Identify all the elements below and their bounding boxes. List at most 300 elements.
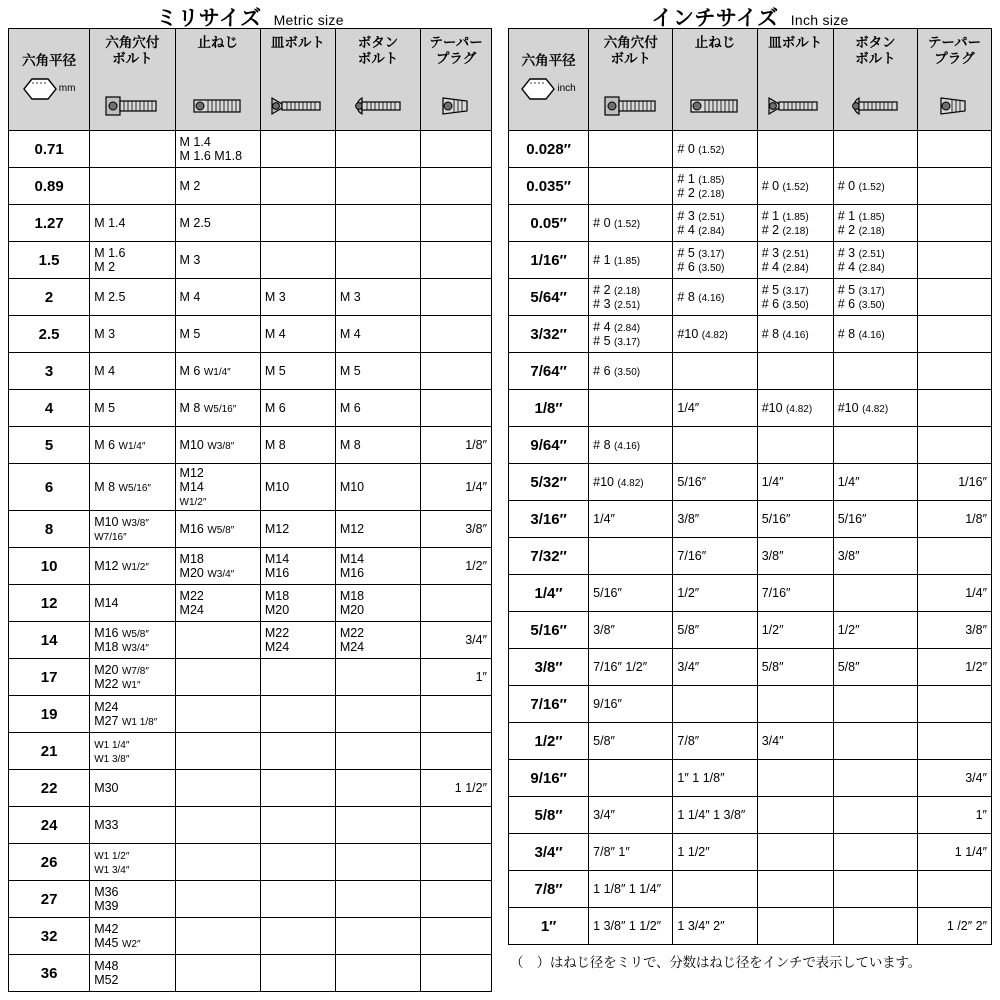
cell-flat-head-screw (757, 834, 833, 871)
table-row (509, 871, 992, 908)
cell-socket-head-cap-screw (90, 511, 175, 548)
cell-line: M24 (264, 640, 290, 655)
cell-line: 1/16″ (958, 475, 987, 489)
cell-socket-head-cap-screw (90, 131, 175, 168)
cell-socket-head-cap-screw (589, 871, 673, 908)
cell-taper-plug (421, 464, 492, 511)
cell-set-screw (673, 834, 757, 871)
inch-title-en: Inch size (790, 12, 849, 28)
cell-socket-head-cap-screw (589, 612, 673, 649)
cell-button-head-screw (335, 279, 420, 316)
cell-line: 3/4″ (593, 808, 615, 822)
cell-taper-plug (421, 955, 492, 992)
inch-table-body (509, 131, 992, 945)
cell-line: 1/4″ (593, 512, 615, 526)
cell-line: M52 (94, 973, 119, 988)
cell-line: # 0 (1.52) (593, 215, 641, 230)
cell-button-head-screw (335, 511, 420, 548)
cell-socket-head-cap-screw (90, 353, 175, 390)
cell-line: 7/16″ (761, 586, 791, 600)
cell-line: M45 W2″ (94, 936, 141, 951)
cell-hex-width: 1/8″ (509, 390, 589, 427)
cell-line: 9/16″ (593, 697, 622, 711)
cell-socket-head-cap-screw (90, 464, 175, 511)
cell-flat-head-screw (757, 205, 833, 242)
cell-set-screw (175, 955, 260, 992)
cell-line: M 1.4 (179, 135, 211, 149)
cell-line: # 5 (3.17) (593, 334, 641, 348)
cell-button-head-screw (833, 279, 917, 316)
table-row (9, 279, 492, 316)
cell-set-screw (673, 316, 757, 353)
cell-taper-plug (421, 844, 492, 881)
table-row (509, 538, 992, 575)
cell-flat-head-screw (260, 696, 335, 733)
cell-set-screw (175, 427, 260, 464)
cell-set-screw (175, 844, 260, 881)
cell-line: # 6 (3.50) (837, 297, 885, 311)
cell-line: # 4 (2.84) (677, 223, 725, 237)
cell-line: 3/4″ (677, 660, 700, 674)
table-row (9, 622, 492, 659)
cell-button-head-screw (833, 205, 917, 242)
cell-line: 1/8″ (465, 438, 487, 452)
cell-socket-head-cap-screw (90, 844, 175, 881)
cell-button-head-screw (335, 881, 420, 918)
cell-line: #10 (4.82) (677, 326, 728, 341)
cell-flat-head-screw (260, 918, 335, 955)
table-row (9, 844, 492, 881)
cell-line: M 4 (339, 327, 361, 341)
cell-button-head-screw (833, 834, 917, 871)
cell-set-screw (175, 585, 260, 622)
cell-hex-width: 5/64″ (509, 279, 589, 316)
header-label: 六角平径 (22, 53, 77, 69)
cell-flat-head-screw (757, 279, 833, 316)
cell-socket-head-cap-screw (589, 427, 673, 464)
header-label: 止ねじ (694, 35, 736, 50)
cell-line: 1″ (475, 670, 487, 685)
table-row (509, 723, 992, 760)
table-row (9, 131, 492, 168)
cell-flat-head-screw (260, 585, 335, 622)
header-unit: inch (557, 83, 576, 94)
cell-button-head-screw (833, 797, 917, 834)
table-row (9, 353, 492, 390)
cell-line: 1/4″ (837, 475, 860, 489)
cell-socket-head-cap-screw (589, 797, 673, 834)
cell-line: # 8 (4.16) (677, 289, 725, 304)
cell-button-head-screw (335, 316, 420, 353)
cell-line: M16 W5/8″ (94, 626, 149, 640)
cell-set-screw (673, 501, 757, 538)
cell-taper-plug (917, 723, 991, 760)
table-row (9, 316, 492, 353)
cell-set-screw (175, 511, 260, 548)
header-label: 止ねじ (197, 35, 238, 50)
table-row (9, 770, 492, 807)
cell-line: W1 1/4″ (94, 740, 130, 751)
cell-socket-head-cap-screw (90, 622, 175, 659)
cell-line: # 3 (2.51) (761, 245, 809, 260)
header-label-line2: ボルト (112, 50, 153, 66)
cell-line: #10 (4.82) (837, 400, 889, 415)
cell-line: # 2 (2.18) (593, 282, 641, 297)
inch-title-row (508, 0, 992, 28)
header-hex-width (9, 29, 90, 131)
table-row (509, 242, 992, 279)
table-row (509, 760, 992, 797)
cell-line: # 1 (1.85) (677, 171, 725, 186)
cell-line: M16 (264, 566, 290, 581)
table-row (9, 918, 492, 955)
cell-button-head-screw (833, 427, 917, 464)
cell-flat-head-screw (757, 575, 833, 612)
inch-title-jp: インチサイズ (651, 7, 779, 30)
cell-flat-head-screw (260, 316, 335, 353)
socket-head-cap-screw-icon (603, 93, 659, 122)
metric-table-body (9, 131, 492, 992)
header-label-line2: ボルト (610, 50, 652, 66)
cell-hex-width: 3 (9, 353, 90, 390)
cell-set-screw (175, 770, 260, 807)
cell-set-screw (673, 871, 757, 908)
cell-taper-plug (421, 390, 492, 427)
cell-set-screw (175, 390, 260, 427)
cell-taper-plug (421, 918, 492, 955)
cell-hex-width: 5/16″ (509, 612, 589, 649)
table-row (9, 205, 492, 242)
cell-button-head-screw (833, 723, 917, 760)
cell-line: 5/16″ (761, 512, 791, 526)
table-row (509, 427, 992, 464)
cell-taper-plug (421, 511, 492, 548)
cell-set-screw (673, 649, 757, 686)
cell-set-screw (175, 464, 260, 511)
cell-flat-head-screw (260, 844, 335, 881)
cell-hex-width: 1/4″ (509, 575, 589, 612)
button-head-screw-icon (350, 93, 406, 122)
table-row (509, 279, 992, 316)
cell-taper-plug (917, 242, 991, 279)
cell-hex-width: 10 (9, 548, 90, 585)
cell-line: W1/2″ (179, 497, 207, 508)
cell-hex-width: 24 (9, 807, 90, 844)
cell-socket-head-cap-screw (90, 881, 175, 918)
cell-set-screw (175, 205, 260, 242)
cell-socket-head-cap-screw (589, 686, 673, 723)
cell-line: 1 1/8″ 1 1/4″ (593, 882, 662, 896)
table-row (509, 649, 992, 686)
header-label-line2: プラグ (934, 50, 975, 66)
cell-taper-plug (421, 242, 492, 279)
cell-hex-width: 22 (9, 770, 90, 807)
cell-line: M14 (264, 552, 290, 567)
header-button-head-screw (335, 29, 420, 131)
header-label-line2: ボルト (357, 50, 399, 66)
cell-taper-plug (917, 834, 991, 871)
header-set-screw (175, 29, 260, 131)
table-row (9, 696, 492, 733)
cell-line: # 5 (3.17) (761, 282, 809, 297)
table-row (509, 797, 992, 834)
cell-line: 5/16″ (593, 586, 622, 600)
inch-table (508, 28, 992, 945)
cell-flat-head-screw (757, 538, 833, 575)
cell-flat-head-screw (757, 649, 833, 686)
cell-line: M14 (179, 480, 204, 494)
cell-button-head-screw (833, 501, 917, 538)
header-label-line2: プラグ (435, 50, 477, 66)
cell-set-screw (673, 205, 757, 242)
cell-button-head-screw (833, 908, 917, 945)
cell-socket-head-cap-screw (589, 538, 673, 575)
cell-line: # 0 (1.52) (761, 178, 809, 193)
cell-flat-head-screw (260, 622, 335, 659)
cell-line: M20 (264, 603, 290, 618)
cell-line: M10 (339, 480, 365, 495)
cell-set-screw (175, 881, 260, 918)
cell-taper-plug (917, 649, 991, 686)
cell-line: M20 (339, 603, 365, 618)
cell-line: M 3 (179, 253, 201, 267)
cell-line: # 1 (1.85) (593, 252, 641, 267)
cell-line: 5/8″ (761, 660, 784, 674)
taper-plug-icon (439, 93, 473, 122)
cell-socket-head-cap-screw (589, 242, 673, 279)
cell-line: # 4 (2.84) (593, 319, 641, 334)
cell-set-screw (673, 242, 757, 279)
flat-head-screw-icon (767, 93, 823, 122)
cell-hex-width: 9/16″ (509, 760, 589, 797)
table-row (9, 733, 492, 770)
cell-line: M10 (264, 480, 290, 495)
cell-button-head-screw (335, 242, 420, 279)
metric-title-jp: ミリサイズ (156, 7, 262, 30)
table-row (509, 464, 992, 501)
cell-socket-head-cap-screw (90, 168, 175, 205)
cell-line: M14 (94, 596, 119, 611)
cell-hex-width: 2 (9, 279, 90, 316)
cell-set-screw (673, 686, 757, 723)
table-row (9, 168, 492, 205)
cell-taper-plug (917, 279, 991, 316)
header-socket-head-cap-screw (90, 29, 175, 131)
cell-set-screw (175, 622, 260, 659)
cell-socket-head-cap-screw (90, 548, 175, 585)
cell-button-head-screw (833, 390, 917, 427)
header-label-line1: 六角穴付 (603, 35, 658, 50)
header-label-line2: ボルト (855, 50, 896, 66)
cell-button-head-screw (833, 612, 917, 649)
cell-socket-head-cap-screw (90, 585, 175, 622)
cell-flat-head-screw (260, 955, 335, 992)
cell-hex-width: 7/64″ (509, 353, 589, 390)
cell-taper-plug (917, 353, 991, 390)
cell-line: M 3 (264, 290, 286, 304)
cell-line: # 8 (4.16) (593, 437, 641, 452)
cell-hex-width: 27 (9, 881, 90, 918)
cell-button-head-screw (833, 686, 917, 723)
cell-taper-plug (421, 770, 492, 807)
cell-line: 1/2″ (677, 586, 700, 600)
cell-line: 1 1/4″ 1 3/8″ (677, 808, 746, 822)
cell-line: M10 W3/8″ (179, 437, 235, 452)
cell-line: 1/4″ (465, 480, 487, 495)
table-row (509, 501, 992, 538)
cell-set-screw (673, 723, 757, 760)
header-socket-head-cap-screw (589, 29, 673, 131)
cell-line: 1/2″ (965, 660, 987, 674)
cell-line: 3/8″ (593, 623, 615, 637)
cell-taper-plug (917, 316, 991, 353)
table-row (9, 427, 492, 464)
cell-line: W1 1/2″ (94, 851, 130, 862)
cell-socket-head-cap-screw (90, 659, 175, 696)
header-button-head-screw (833, 29, 917, 131)
cell-taper-plug (421, 205, 492, 242)
set-screw-icon (687, 93, 743, 122)
cell-taper-plug (917, 390, 991, 427)
cell-line: W1 3/4″ (94, 865, 130, 877)
table-row (509, 908, 992, 945)
header-unit: mm (58, 83, 76, 94)
cell-line: M20 W7/8″ (94, 663, 149, 677)
cell-flat-head-screw (260, 733, 335, 770)
cell-line: 1/4″ (677, 401, 700, 415)
cell-line: 7/16″ 1/2″ (593, 660, 648, 674)
cell-line: # 4 (2.84) (761, 260, 809, 274)
cell-socket-head-cap-screw (589, 316, 673, 353)
cell-line: M 6 W1/4″ (179, 363, 231, 378)
cell-flat-head-screw (757, 427, 833, 464)
cell-line: M12 (339, 522, 365, 537)
cell-set-screw (175, 279, 260, 316)
cell-flat-head-screw (757, 612, 833, 649)
cell-set-screw (673, 612, 757, 649)
cell-line: M14 (339, 552, 365, 567)
cell-line: M 8 (339, 438, 361, 452)
cell-taper-plug (917, 168, 991, 205)
cell-button-head-screw (833, 353, 917, 390)
cell-flat-head-screw (260, 807, 335, 844)
flat-head-screw-icon (270, 93, 326, 122)
cell-line: 3/4″ (465, 633, 487, 648)
cell-flat-head-screw (757, 168, 833, 205)
cell-set-screw (175, 168, 260, 205)
cell-flat-head-screw (260, 168, 335, 205)
cell-line: M27 W1 1/8″ (94, 714, 158, 729)
cell-line: # 8 (4.16) (761, 326, 809, 341)
cell-line: 1″ 1 1/8″ (677, 771, 725, 785)
cell-taper-plug (917, 131, 991, 168)
cell-hex-width: 0.035″ (509, 168, 589, 205)
cell-line: M18 (339, 589, 365, 604)
cell-button-head-screw (833, 760, 917, 797)
cell-flat-head-screw (757, 797, 833, 834)
header-label: 皿ボルト (270, 35, 325, 50)
table-row (9, 242, 492, 279)
header-set-screw (673, 29, 757, 131)
cell-socket-head-cap-screw (90, 205, 175, 242)
cell-set-screw (175, 353, 260, 390)
cell-button-head-screw (335, 696, 420, 733)
table-row (509, 390, 992, 427)
header-taper-plug (421, 29, 492, 131)
cell-set-screw (673, 131, 757, 168)
inch-header-row (509, 29, 992, 131)
cell-socket-head-cap-screw (589, 168, 673, 205)
cell-line: # 5 (3.17) (677, 245, 725, 260)
inch-footnote: （ ）はねじ径をミリで、分数はねじ径をインチで表示しています。 (510, 955, 921, 970)
cell-line: 7/8″ (677, 734, 700, 748)
inch-column (508, 0, 992, 992)
cell-hex-width: 3/8″ (509, 649, 589, 686)
cell-set-screw (673, 797, 757, 834)
cell-line: 5/16″ (677, 475, 707, 489)
cell-socket-head-cap-screw (90, 427, 175, 464)
cell-button-head-screw (335, 844, 420, 881)
table-row (9, 464, 492, 511)
cell-taper-plug (917, 205, 991, 242)
cell-set-screw (673, 390, 757, 427)
metric-header-row (9, 29, 492, 131)
cell-flat-head-screw (757, 501, 833, 538)
cell-socket-head-cap-screw (589, 908, 673, 945)
cell-button-head-screw (335, 918, 420, 955)
cell-line: 5/8″ (837, 660, 860, 674)
cell-hex-width: 5/32″ (509, 464, 589, 501)
cell-flat-head-screw (260, 279, 335, 316)
cell-hex-width: 7/16″ (509, 686, 589, 723)
cell-button-head-screw (833, 242, 917, 279)
cell-line: M24 (179, 603, 204, 618)
cell-flat-head-screw (260, 770, 335, 807)
cell-button-head-screw (335, 955, 420, 992)
cell-set-screw (673, 279, 757, 316)
cell-taper-plug (421, 881, 492, 918)
cell-line: M 6 (264, 401, 286, 415)
cell-line: # 8 (4.16) (837, 326, 885, 341)
cell-button-head-screw (335, 622, 420, 659)
cell-taper-plug (917, 908, 991, 945)
cell-socket-head-cap-screw (589, 464, 673, 501)
cell-flat-head-screw (260, 511, 335, 548)
cell-button-head-screw (833, 575, 917, 612)
cell-line: 1/4″ (761, 475, 784, 489)
cell-socket-head-cap-screw (90, 955, 175, 992)
header-taper-plug (917, 29, 991, 131)
cell-socket-head-cap-screw (90, 807, 175, 844)
cell-line: M39 (94, 899, 119, 914)
table-row (9, 511, 492, 548)
cell-line: 5/8″ (593, 734, 615, 748)
cell-flat-head-screw (757, 131, 833, 168)
cell-line: M 5 (264, 364, 286, 378)
cell-hex-width: 21 (9, 733, 90, 770)
cell-set-screw (175, 316, 260, 353)
cell-button-head-screw (335, 168, 420, 205)
cell-line: # 6 (3.50) (761, 297, 809, 311)
cell-button-head-screw (335, 548, 420, 585)
cell-taper-plug (421, 659, 492, 696)
cell-hex-width: 1.5 (9, 242, 90, 279)
cell-button-head-screw (833, 316, 917, 353)
cell-socket-head-cap-screw (589, 575, 673, 612)
taper-plug-icon (937, 93, 971, 122)
cell-hex-width: 1/16″ (509, 242, 589, 279)
cell-socket-head-cap-screw (589, 760, 673, 797)
